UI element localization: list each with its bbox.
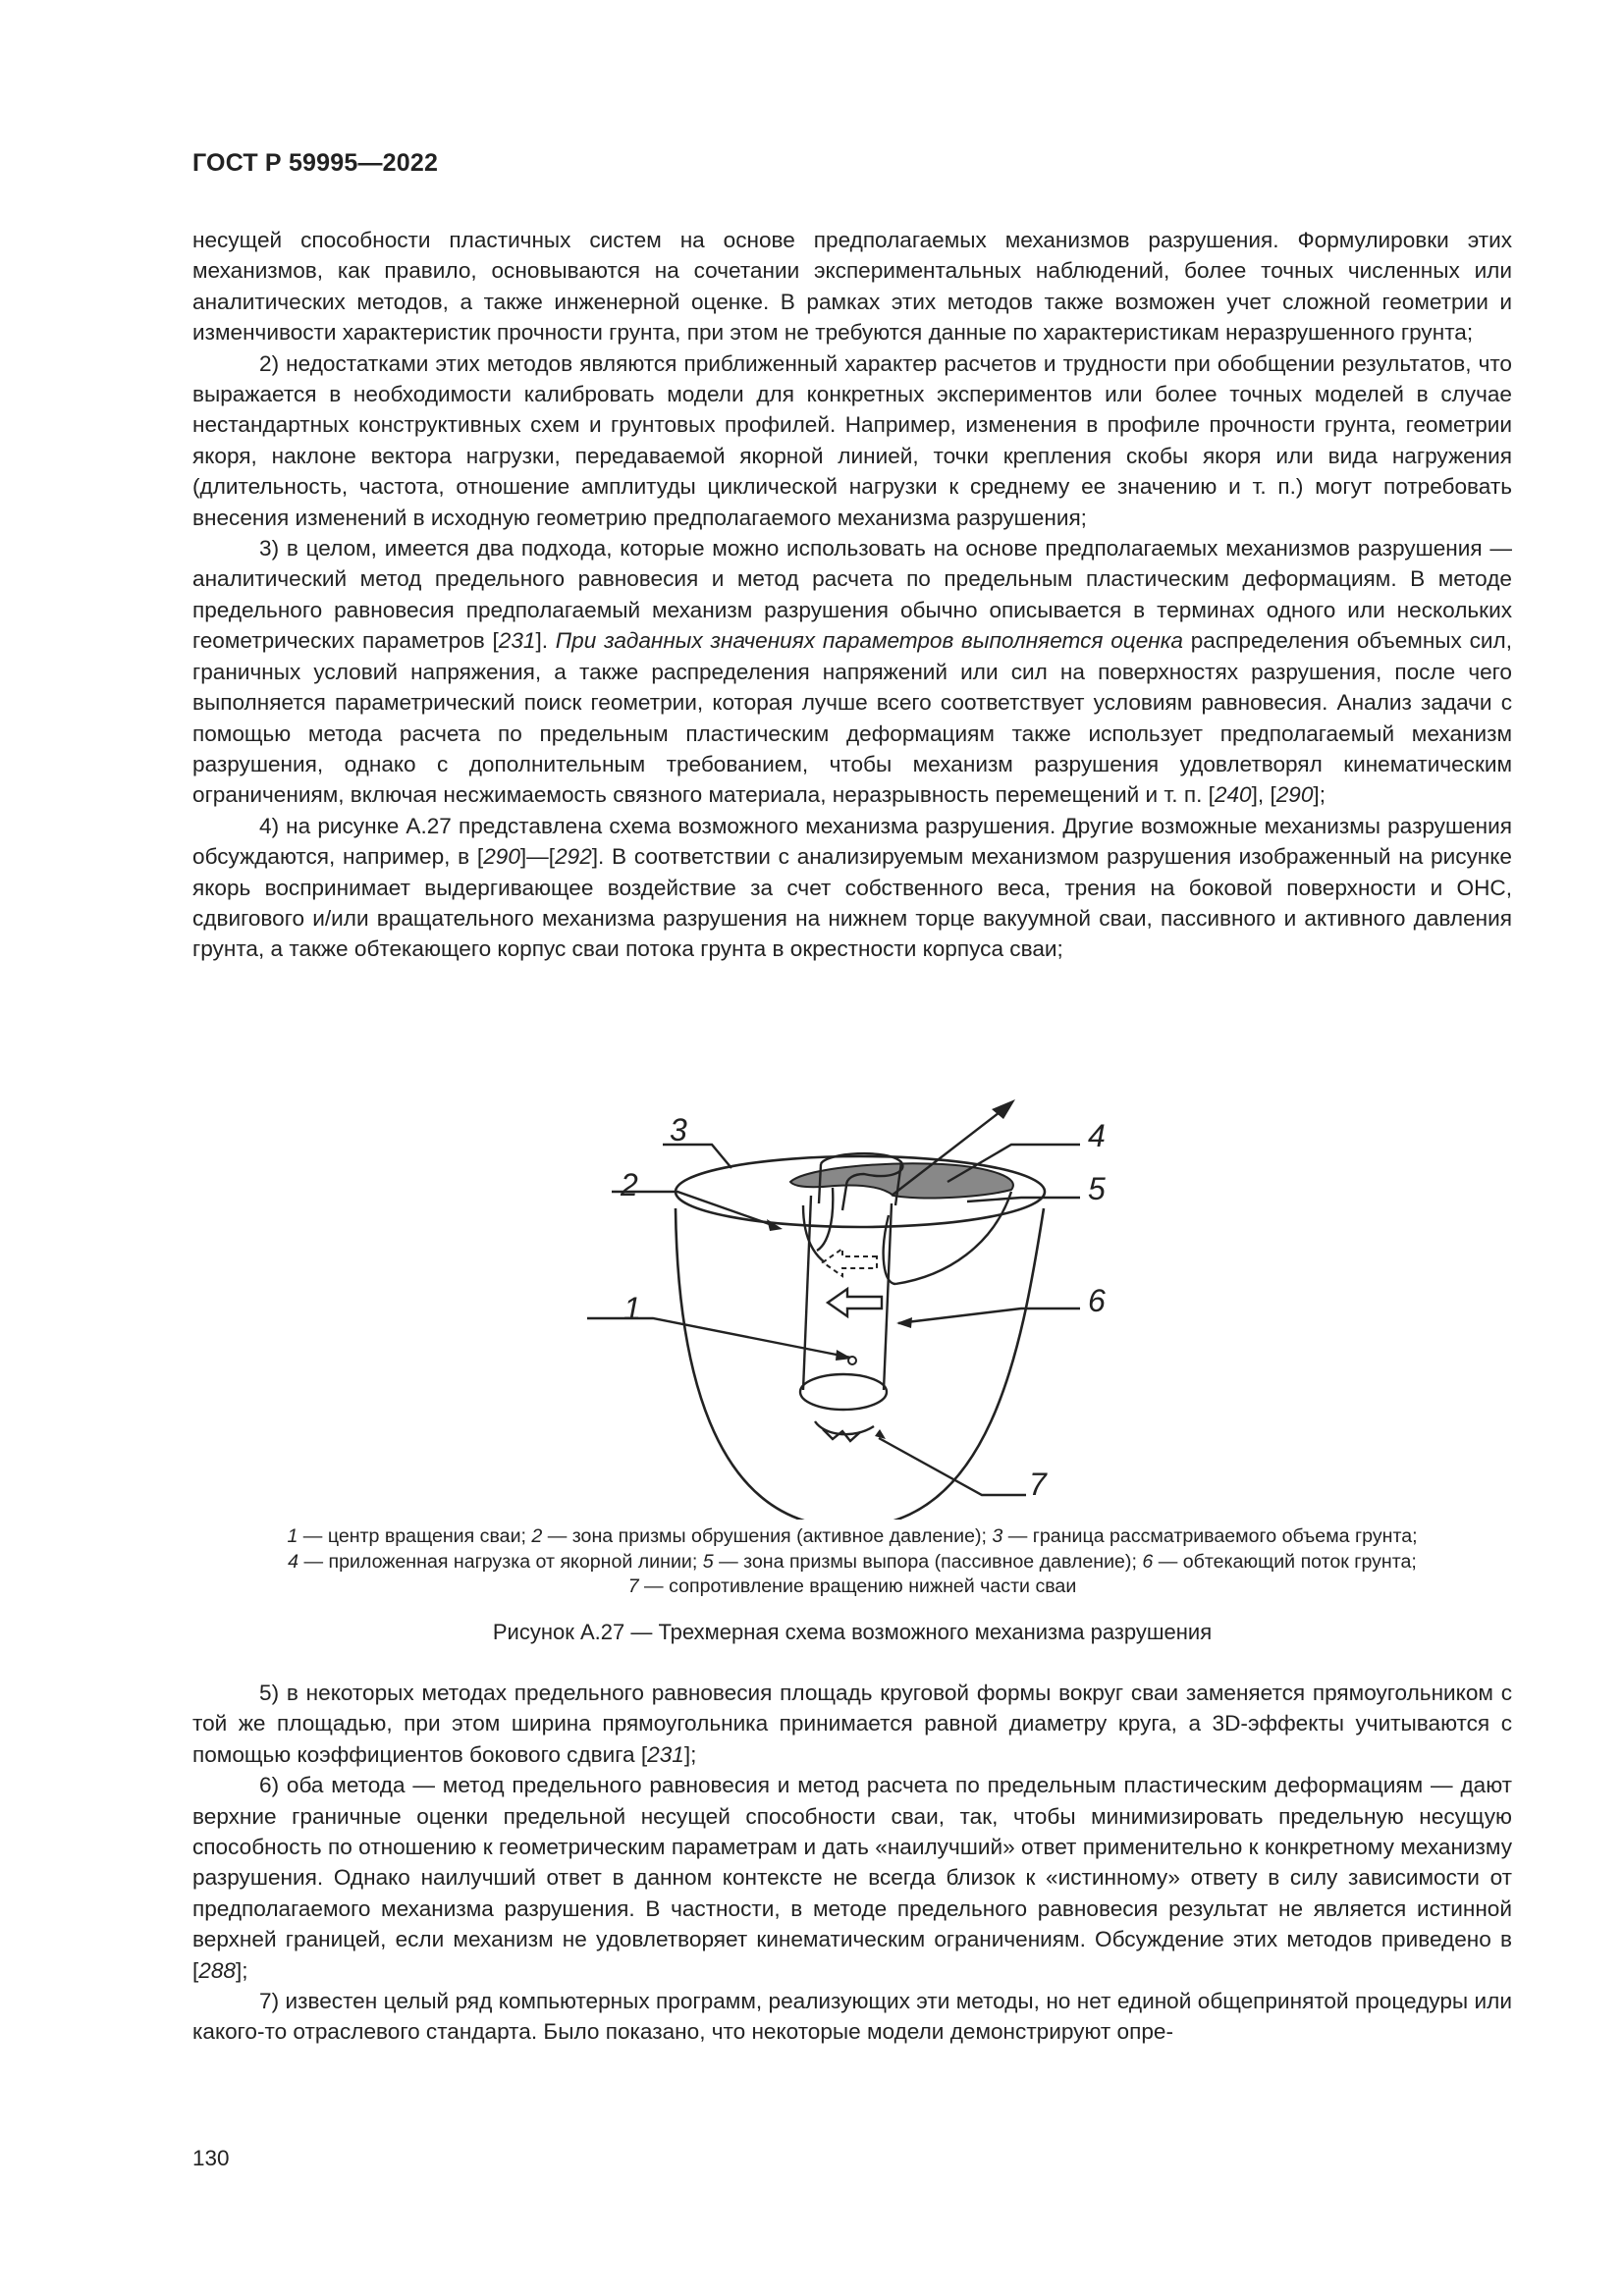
paragraph <box>192 1678 1512 1770</box>
figure-label-6: 6 <box>1088 1283 1106 1318</box>
text-fragment: 3) в целом, имеется два подхода, которые можно использовать на основе предполагаемых механизмов разрушения — аналитический метод предельного равновесия и метод расчета по предельным пластическим деформациям. В методе предельного равновесия предполагаемый механизм разрушения обычно описывается в терминах одного или нескольких геометрических параметров [ <box>192 536 1512 654</box>
text-fragment: несущей способности пластичных систем на основе предполагаемых механизмов разрушения. Формулировки этих механизмов, как правило, основываются на сочетании экспериментальных наблюдений, более точных численных или аналитических методов, а также инженерной оценке. В рамках этих методов также возможен учет сложной геометрии и изменчивости характеристик прочности грунта, при этом не требуются данные по характеристикам неразрушенного грунта; <box>192 228 1512 346</box>
italic-fragment: 290 <box>483 844 520 870</box>
legend-number: 7 <box>627 1575 639 1597</box>
legend-text: — зона призмы обрушения (активное давление); <box>542 1525 993 1547</box>
paragraph <box>192 348 1512 533</box>
legend-line <box>192 1524 1512 1550</box>
italic-fragment: При заданных значениях параметров выполняется оценка <box>555 628 1183 654</box>
figure-label-5: 5 <box>1088 1171 1106 1206</box>
legend-number: 5 <box>702 1550 714 1573</box>
legend-line <box>192 1575 1512 1600</box>
figure-label-1: 1 <box>623 1291 641 1326</box>
legend-number: 2 <box>531 1525 543 1547</box>
text-fragment: ]; <box>235 1957 248 1983</box>
figure-a27 <box>0 1058 1624 1520</box>
figure-label-7: 7 <box>1029 1467 1047 1502</box>
italic-fragment: 288 <box>198 1957 236 1983</box>
text-fragment: ], [ <box>1251 782 1276 808</box>
legend-line <box>192 1550 1512 1575</box>
legend-number: 1 <box>287 1525 298 1547</box>
text-fragment: 2) недостатками этих методов являются приближенный характер расчетов и трудности при обобщении результатов, что выражается в необходимости калибровать модели для конкретных экспериментов или более точных моделей в случае нестандартных конструктивных схем и грунтовых профилей. Например, изменения в профиле прочности грунта, геометрии якоря, наклоне вектора нагрузки, передаваемой якорной линией, точки крепления скобы якоря или вида нагружения (длительность, частота, отношение амплитуды циклической нагрузки к среднему ее значению и т. п.) могут потребовать внесения изменений в исходную геометрию предполагаемого механизма разрушения; <box>192 350 1512 530</box>
figure-label-2: 2 <box>621 1167 638 1202</box>
passive-wedge-line <box>895 1192 1011 1284</box>
soil-flow-arrow <box>828 1289 882 1316</box>
text-fragment: 7) известен целый ряд компьютерных программ, реализующих эти методы, но нет единой общепринятой процедуры или какого-то отраслевого стандарта. Было показано, что некоторые модели демонстрируют опре- <box>192 1989 1512 2045</box>
paragraph <box>192 533 1512 811</box>
paragraph <box>192 1986 1512 2048</box>
italic-fragment: 231 <box>647 1741 684 1767</box>
italic-fragment: 290 <box>1275 782 1314 808</box>
page-number: 130 <box>192 2146 230 2170</box>
legend-number: 6 <box>1142 1550 1154 1573</box>
text-fragment: ]; <box>683 1741 697 1767</box>
italic-fragment: 240 <box>1214 782 1252 808</box>
rotation-center <box>848 1357 856 1364</box>
paragraph <box>192 811 1512 965</box>
figure-label-4: 4 <box>1088 1118 1106 1153</box>
text-fragment: ]. <box>535 628 556 654</box>
text-fragment: 6) оба метода — метод предельного равновесия и метод расчета по предельным пластическим деформациям — дают верхние граничные оценки предельной несущей способности сваи, так, чтобы минимизировать предельную несущую способность по отношению к геометрическим параметрам и дать «наилучший» ответ применительно к конкретному механизму разрушения. Однако наилучший ответ в данном контексте не всегда близок к «истинному» ответу в силу зависимости от предполагаемого механизма разрушения. В частности, в методе предельного равновесия результат не является истинной верхней границей, если механизм не удовлетворяет кинематическим ограничениям. Обсуждение этих методов приведено в [ <box>192 1773 1512 1983</box>
figure-caption: Рисунок А.27 — Трехмерная схема возможного механизма разрушения <box>492 1620 1213 1644</box>
legend-text: — приложенная нагрузка от якорной линии; <box>298 1550 703 1573</box>
paragraph <box>192 225 1512 348</box>
text-fragment: ]; <box>1313 782 1326 808</box>
figure-legend <box>192 1524 1512 1600</box>
legend-text: — граница рассматриваемого объема грунта; <box>1002 1525 1418 1547</box>
document-header: ГОСТ Р 59995—2022 <box>192 149 439 177</box>
text-fragment: 5) в некоторых методах предельного равновесия площадь круговой формы вокруг сваи заменяется прямоугольником с той же площадью, при этом ширина прямоугольника принимается равной диаметру круга, а 3D-эффекты учитываются с помощью коэффициентов бокового сдвига [ <box>192 1681 1512 1767</box>
text-fragment: 4) на рисунке А.27 представлена схема возможного механизма разрушения. Другие возможные механизмы разрушения обсуждаются, например, в [ <box>192 813 1512 870</box>
soil-volume-boundary <box>676 1208 1044 1520</box>
soil-flow-arrow-dashed <box>823 1249 877 1276</box>
legend-text: — зона призмы выпора (пассивное давление); <box>713 1550 1143 1573</box>
pile-bottom <box>800 1374 887 1410</box>
text-fragment: ]—[ <box>519 844 556 870</box>
legend-text: — центр вращения сваи; <box>298 1525 532 1547</box>
text-fragment: распределения объемных сил, граничных условий напряжения, а также распределения напряжений или сил на поверхностях разрушения, после чего выполняется параметрический поиск геометрии, которая лучше всего соответствует условиям равновесия. Анализ задачи с помощью метода расчета по предельным пластическим деформациям также использует предполагаемый механизм разрушения, однако с дополнительным требованием, чтобы механизм разрушения удовлетворял кинематическим ограничениям, включая несжимаемость связного материала, неразрывность перемещений и т. п. [ <box>192 628 1512 808</box>
italic-fragment: 231 <box>498 628 536 654</box>
legend-text: — сопротивление вращению нижней части сваи <box>638 1575 1077 1597</box>
figure-label-3: 3 <box>670 1112 687 1148</box>
text-fragment: ]. В соответствии с анализируемым механизмом разрушения изображенный на рисунке якорь воспринимает выдергивающее воздействие за счет собственного веса, трения на боковой поверхности и ОНС, сдвигового и/или вращательного механизма разрушения на нижнем торце вакуумной сваи, пассивного и активного давления грунта, а также обтекающего корпус сваи потока грунта в окрестности корпуса сваи; <box>192 844 1512 962</box>
italic-fragment: 292 <box>555 844 592 870</box>
legend-text: — обтекающий поток грунта; <box>1153 1550 1417 1573</box>
body-text-top <box>192 225 1512 965</box>
legend-number: 4 <box>288 1550 299 1573</box>
failure-mechanism-diagram <box>0 1058 1624 1520</box>
body-text-bottom <box>192 1678 1512 2048</box>
paragraph <box>192 1770 1512 1986</box>
legend-number: 3 <box>992 1525 1003 1547</box>
